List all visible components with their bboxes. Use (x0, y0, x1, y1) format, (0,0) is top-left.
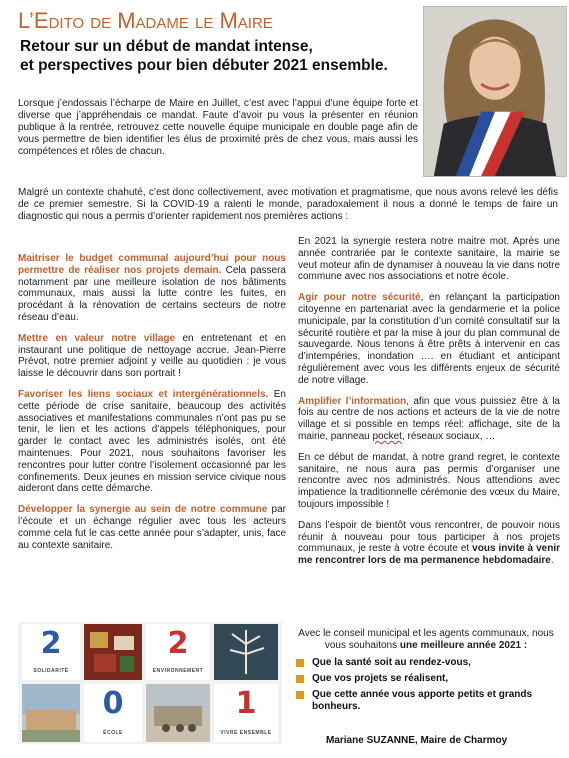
card-photo-school (22, 684, 80, 742)
card-photo-gifts (84, 624, 142, 680)
security-section (298, 292, 560, 386)
greeting-cards-photo (18, 622, 282, 744)
card-school (84, 684, 142, 742)
card-caption-school: ÉCOLE (103, 730, 123, 736)
wishes-intro-text: Avec le conseil municipal et les agents communaux, nous vous souhaitons (298, 628, 554, 651)
page-title: L’Edito de Madame le Maire (18, 8, 273, 33)
synergy-text: par l’écoute et un échange régulier avec tous les acteurs comme cela fut le cas cette année pour s’adapter, unis, face au contexte sanitaire. (18, 504, 287, 551)
card-digit-1b: 1 (235, 686, 257, 721)
card-digit-0: 0 (102, 686, 124, 721)
synergy-heading: Développer la synergie au sein de notre commune (18, 504, 268, 516)
square-bullet-icon (296, 691, 304, 699)
ceremony-paragraph: En ce début de mandat, à notre grand regret, le contexte sanitaire, ne nous aura pas permis d’organiser une rencontre avec nos administrés. Nous attendions avec impatience la traditionnelle cérémonie des vœux du Maire, toujours impossible ! (298, 451, 560, 510)
mayor-portrait-photo (423, 6, 567, 177)
village-section (18, 333, 286, 380)
card-digit-1: 2 (40, 626, 62, 661)
card-digit-2: 2 (167, 626, 189, 661)
information-text-a: , afin que vous puissiez être à la fois au centre de nos actions et acteurs de la vie de notre village et si possible en temps réel: affichage, site de la mairie, panneau (298, 395, 560, 442)
information-heading: Amplifier l’information (298, 395, 407, 407)
village-text: en entretenant et en instaurant une politique de nettoyage accrue. Jean-Pierre Prévot, notre premier adjoint y veille au quotidien : je vous laisse le découvrir dans son portrait ! (18, 332, 286, 380)
invitation-end: . (550, 555, 554, 567)
security-heading: Agir pour notre sécurité (298, 292, 421, 304)
invitation-paragraph (298, 520, 560, 567)
information-section (298, 396, 560, 443)
information-pocket-word: pocket (372, 430, 402, 442)
card-photo-gathering (146, 684, 210, 742)
social-text: En cette période de crise sanitaire, beaucoup des activités associatives et manifestations communales n’ont pas pu se tenir, le lien et les actions d’appels téléphoniques, pour garder le contact avec les administrés isolés, ont été maintenues. Pour 2021, nous souhaitons favoriser les rencontres pour lutter contre l’isolement occasionné par les confinements. Deux jeunes en mission service civique nous aideront dans cette démarche. (18, 388, 286, 495)
security-text: , en relançant la participation citoyenne en partenariat avec la gendarmerie et la police municipale, par la constitution d’un comité consultatif sur la sécurité routière et par la mise à jour du plan communal de sauvegarde. Nous tenons à être prêts à intervenir en cas d’intempéries, inondation …. en étudiant et anticipant régulièrement avec vous les différents enjeux de sécurité de notre village. (298, 292, 560, 386)
subtitle-line-1: Retour sur un début de mandat intense, (20, 38, 313, 55)
budget-text: Cela passera notamment par une meilleure isolation de nos bâtiments communaux, mais aussi la lutte contre les fuites, en procédant à la rénovation de certains secteurs de notre réseau d’eau. (18, 264, 286, 323)
square-bullet-icon (296, 675, 304, 683)
invitation-text: Dans l’espoir de bientôt vous rencontrer, de pouvoir nous réunir à nouveau pour tous participer à nos projets communaux, je reste à votre écoute et (298, 519, 560, 555)
card-living-together (214, 684, 278, 742)
invitation-bold: vous invite à venir me rencontrer lors de ma permanence hebdomadaire (298, 543, 560, 567)
budget-heading: Maitriser le budget communal aujourd’hui pour nous permettre de réaliser nos projets demain. (18, 253, 286, 276)
synergy-2021-paragraph: En 2021 la synergie restera notre maitre mot. Après une année contrariée par le contexte sanitaire, la mairie se veut moteur afin de dynamiser à nouveau la vie dans notre commune avec nos associations et notre école. (298, 236, 560, 283)
card-caption-environment: ENVIRONNEMENT (152, 668, 204, 674)
right-column (298, 236, 560, 576)
signature: Mariane SUZANNE, Maire de Charmoy (326, 735, 508, 746)
wishes-list (294, 657, 562, 717)
page-subtitle (20, 37, 420, 75)
wishes-intro-bold: une meilleure année 2021 : (399, 640, 528, 651)
village-heading: Mettre en valeur notre village (18, 332, 176, 344)
square-bullet-icon (296, 659, 304, 667)
intro-paragraph-1: Lorsque j’endossais l’écharpe de Maire en Juillet, c’est avec l’appui d’une équipe forte et diverse que j’appréhendais ce mandat. Faute d’avoir pu vous la présenter en réunion publique à la rentrée, retrouvez cette nouvelle équipe municipale en double page afin de vous permettre de bien identifier les élus de proximité près de chez vous, mais aussi les compétences et rôles de chacun. (18, 98, 418, 157)
synergy-section (18, 504, 286, 551)
intro-paragraph-2: Malgré un contexte chahuté, c’est donc collectivement, avec motivation et pragmatisme, que nous avons relevé les défis de ce premier semestre. Si la COVID-19 a ralenti le monde, paradoxalement il nous a donné le temps de faire un diagnostic qui nous a permis d’orienter rapidement nos premières actions : (18, 187, 558, 222)
card-photo-tree (214, 624, 278, 680)
information-text-b: , réseaux sociaux, … (401, 430, 496, 442)
card-caption-living-together: VIVRE ENSEMBLE (220, 730, 272, 736)
social-heading: Favoriser les liens sociaux et intergénérationnels. (18, 388, 269, 400)
card-caption-solidarity: SOLIDARITÉ (33, 668, 69, 674)
wish-item: Que vos projets se réalisent, (294, 673, 562, 685)
card-solidarity (22, 624, 80, 680)
subtitle-line-2: et perspectives pour bien débuter 2021 ensemble. (20, 57, 388, 74)
card-environment (146, 624, 210, 680)
wish-item: Que la santé soit au rendez-vous, (294, 657, 562, 669)
wishes-intro (291, 628, 561, 652)
budget-section (18, 253, 286, 324)
wish-item: Que cette année vous apporte petits et grands bonheurs. (294, 689, 562, 713)
left-column (18, 253, 286, 560)
social-section (18, 389, 286, 495)
